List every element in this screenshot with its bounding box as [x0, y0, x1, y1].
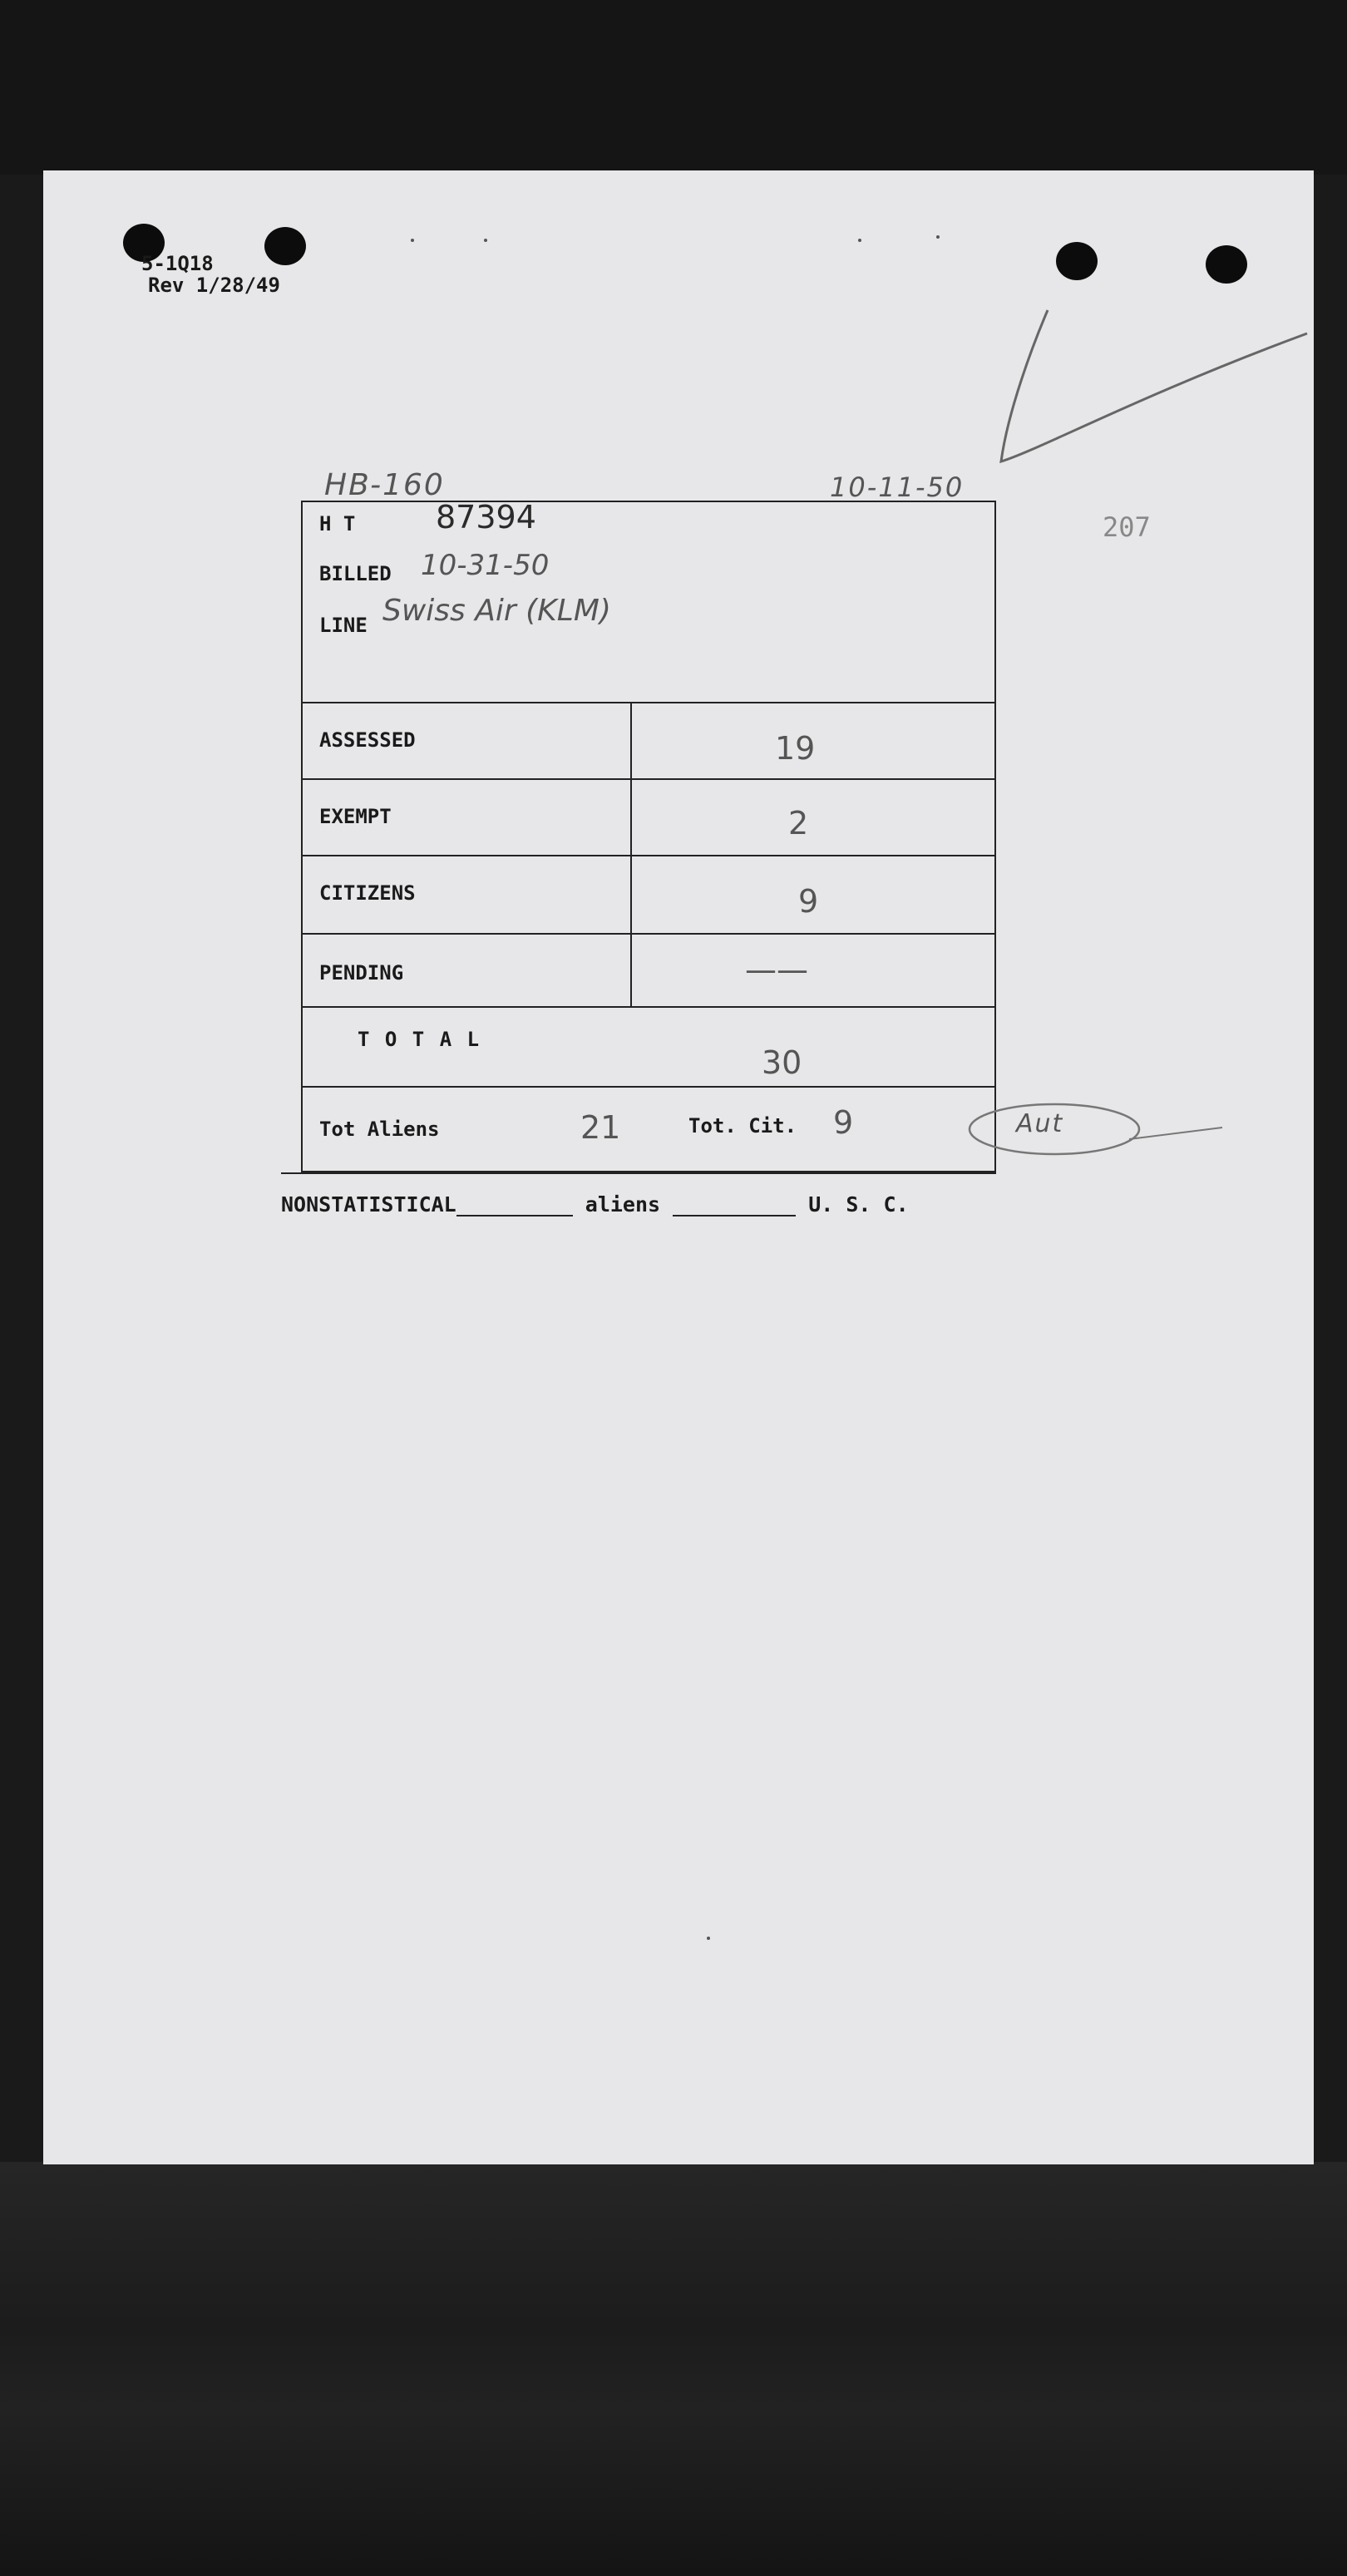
billed-value: 10-31-50 [421, 549, 550, 582]
divider [303, 933, 996, 935]
exempt-value: 2 [788, 805, 809, 841]
hb-code: HB-160 [324, 468, 445, 502]
line-value: Swiss Air (KLM) [382, 594, 611, 628]
total-label: T O T A L [358, 1028, 481, 1051]
nonstatistical-label: NONSTATISTICAL [281, 1192, 456, 1216]
assessed-label: ASSESSED [319, 728, 416, 752]
divider [303, 1086, 996, 1088]
aliens-label: aliens [585, 1192, 661, 1216]
punch-hole-icon [264, 227, 306, 265]
billed-label: BILLED [319, 562, 392, 585]
punch-hole-icon [1206, 245, 1247, 284]
divider [303, 855, 996, 856]
scan-background-bottom [0, 2162, 1347, 2576]
speck [707, 1937, 710, 1940]
date-top: 10-11-50 [830, 471, 965, 503]
ht-value: 87394 [436, 499, 536, 535]
ht-label: H T [319, 512, 356, 535]
pending-value: —— [745, 951, 808, 988]
punch-hole-icon [1056, 242, 1098, 280]
column-divider [630, 702, 632, 1006]
line-label: LINE [319, 614, 368, 637]
tot-aliens-value: 21 [580, 1109, 621, 1146]
divider [303, 1006, 996, 1008]
tot-cit-label: Tot. Cit. [688, 1114, 797, 1137]
divider [303, 778, 996, 780]
form-number: 5-1Q18 [141, 252, 214, 275]
check-mark-icon [974, 295, 1324, 511]
form-bottom-line [281, 1172, 996, 1174]
speck [484, 239, 487, 242]
tot-cit-value: 9 [833, 1104, 854, 1141]
exempt-label: EXEMPT [319, 805, 392, 828]
tot-aliens-label: Tot Aliens [319, 1118, 440, 1141]
assessed-value: 19 [775, 730, 816, 767]
page-number: 207 [1103, 511, 1151, 543]
speck [858, 239, 861, 242]
initials: Aut [1016, 1109, 1064, 1138]
initials-oval-icon [963, 1096, 1229, 1162]
total-value: 30 [762, 1044, 802, 1081]
pending-label: PENDING [319, 961, 404, 985]
citizens-value: 9 [798, 883, 819, 920]
usc-label: U. S. C. [808, 1192, 909, 1216]
citizens-label: CITIZENS [319, 881, 416, 905]
speck [936, 235, 940, 239]
statistics-form [301, 501, 996, 1172]
form-revision: Rev 1/28/49 [148, 274, 280, 297]
speck [411, 239, 414, 242]
aliens-blank [673, 1197, 796, 1216]
scan-background-top [0, 0, 1347, 175]
nonstat-blank [456, 1197, 573, 1216]
divider [303, 702, 996, 703]
footer-line [281, 1192, 909, 1216]
